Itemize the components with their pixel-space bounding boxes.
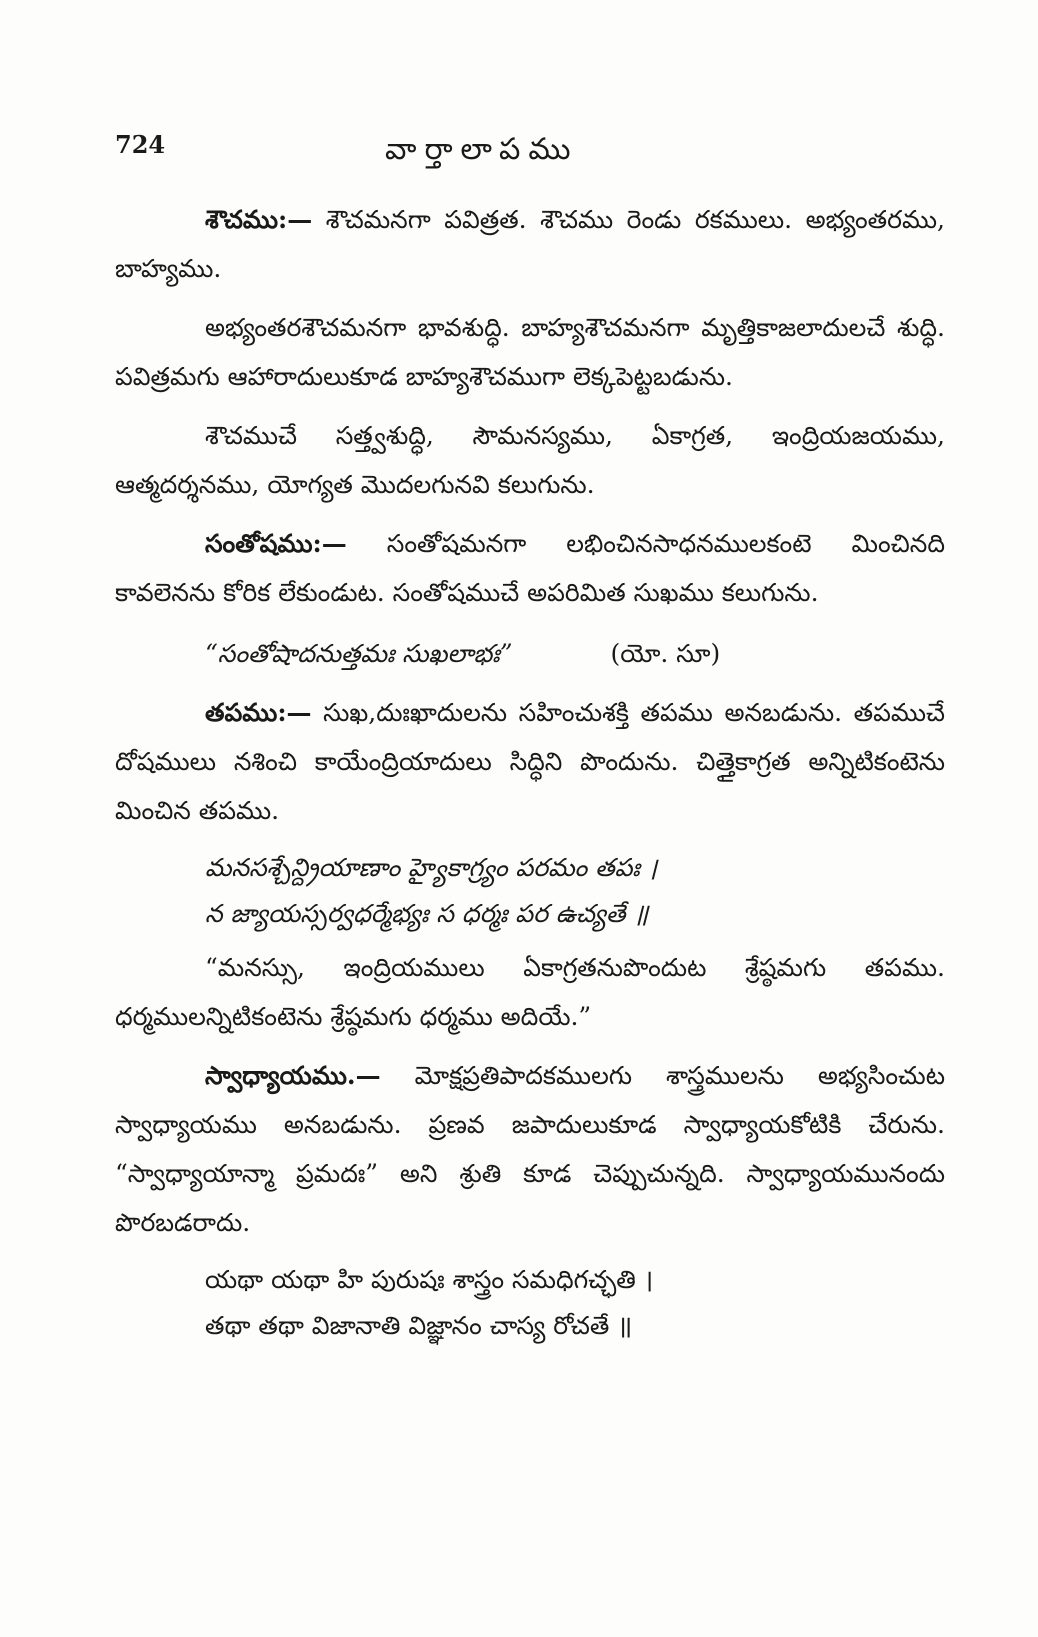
quote-text: “సంతోషాదనుత్తమః సుఖలాభః” [205,639,513,668]
paragraph-text: సంతోషమనగా లభించినసాధనములకంటె మించినది కావలెనను కోరిక లేకుండుట. సంతోషముచే అపరిమిత సుఖము కలుగును. [115,529,945,607]
quote-source: (యో. సూ) [610,639,721,668]
term-svadhyaya: స్వాధ్యాయము.— [205,1061,381,1090]
term-tapas: తపము:— [205,698,312,727]
paragraph-text: అభ్యంతరశౌచమనగా భావశుద్ధి. బాహ్యశౌచమనగా మృత్తికాజలాదులచే శుద్ధి. పవిత్రమగు ఆహారాదులుకూడ బాహ్యశౌచముగా లెక్కపెట్టబడును. [115,313,945,391]
term-santosha: సంతోషము:— [205,529,347,558]
paragraph-shaucha-fruit [115,411,945,509]
verse-line: తథా తథా విజానాతి విజ్ఞానం చాస్య రోచతే ॥ [205,1311,633,1340]
page-number: 724 [115,130,166,159]
paragraph-santosha [115,519,945,617]
running-title: వార్తాలాపము [385,132,579,167]
paragraph-text: “మనస్సు, ఇంద్రియములు ఏకాగ్రతనుపొందుట శ్రేష్ఠమగు తపము. ధర్మములన్నిటికంటెను శ్రేష్ఠమగు ధర్మము అదియే.” [115,953,945,1031]
paragraph-text: సుఖ,దుఃఖాదులను సహించుశక్తి తపము అనబడును. తపముచే దోషములు నశించి కాయేంద్రియాదులు సిద్ధిని పొందును. చిత్తైకాగ్రత అన్నిటికంటెను మించిన తపము. [115,698,945,825]
paragraph-tapas-meaning [115,943,945,1041]
paragraph-shaucha-detail [115,303,945,401]
paragraph-text: మోక్షప్రతిపాదకములగు శాస్త్రములను అభ్యసించుట స్వాధ్యాయము అనబడును. ప్రణవ జపాదులుకూడ స్వాధ్యాయకోటికి చేరును. “స్వాధ్యాయాన్మా ప్రమదః” అని శ్రుతి కూడ చెప్పుచున్నది. స్వాధ్యాయమునందు పొరబడరాదు. [115,1061,945,1237]
paragraph-text: శౌచమనగా పవిత్రత. శౌచము రెండు రకములు. అభ్యంతరము, బాహ్యము. [115,205,945,283]
term-shaucha: శౌచము:— [205,205,313,234]
paragraph-shaucha [115,195,945,293]
quote-santosha [115,629,945,678]
page-body [115,195,945,1355]
verse-line: మనసశ్చేన్ద్రియాణాం హ్యైకాగ్ర్యం పరమం తపః । [205,853,658,882]
page-header [115,130,935,180]
verse-line: న జ్యాయస్సర్వధర్మేభ్యః స ధర్మః పర ఉచ్యతే ॥ [205,899,649,928]
verse-line: యథా యథా హి పురుషః శాస్త్రం సమధిగచ్ఛతి । [205,1265,654,1294]
verse-tapas [115,845,945,937]
paragraph-text: శౌచముచే సత్త్వశుద్ధి, సౌమనస్యము, ఏకాగ్రత, ఇంద్రియజయము, ఆత్మదర్శనము, యోగ్యత మొదలగునవి కలుగును. [115,421,945,499]
paragraph-svadhyaya [115,1051,945,1247]
verse-svadhyaya [115,1257,945,1349]
paragraph-tapas [115,688,945,835]
